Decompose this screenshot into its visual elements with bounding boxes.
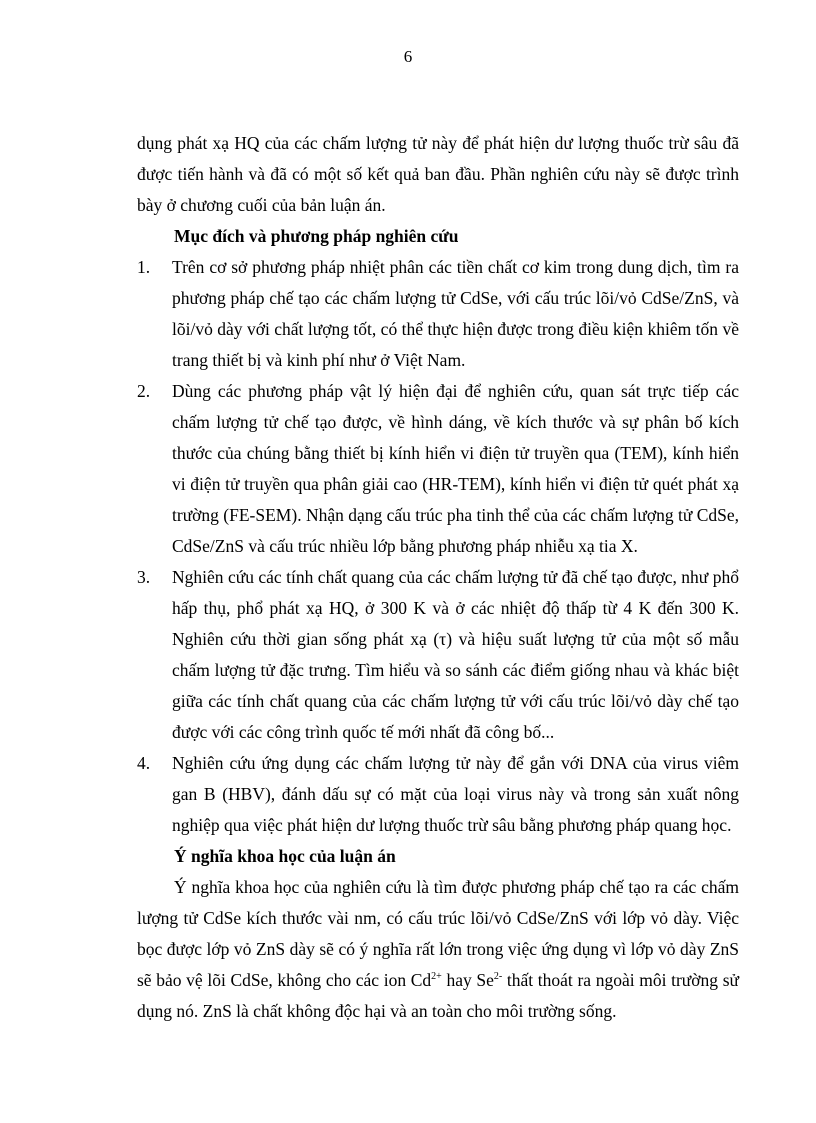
purpose-list <box>137 252 739 841</box>
se-ion-charge: 2- <box>493 971 503 982</box>
list-item <box>137 748 739 841</box>
significance-paragraph <box>137 872 739 1027</box>
list-item-number: 4. <box>137 753 151 773</box>
intro-paragraph: dụng phát xạ HQ của các chấm lượng tử này để phát hiện dư lượng thuốc trừ sâu đã được tiến hành và đã có một số kết quả ban đầu. Phần nghiên cứu này sẽ được trình bày ở chương cuối của bản luận án. <box>137 133 739 215</box>
section-heading-significance: Ý nghĩa khoa học của luận án <box>174 846 396 866</box>
significance-text-part1: Ý nghĩa khoa học của nghiên cứu là tìm được phương pháp chế tạo ra các chấm lượng tử CdSe kích thước vài nm, có cấu trúc lõi/vỏ CdSe/ZnS với lớp vỏ dày. Việc bọc được lớp vỏ ZnS dày sẽ có ý nghĩa rất lớn trong việc ứng dụng vì lớp vỏ dày ZnS sẽ bảo vệ lõi CdSe, không cho các ion Cd <box>137 877 739 990</box>
page-number: 6 <box>403 47 413 66</box>
list-item-text: Nghiên cứu các tính chất quang của các chấm lượng tử đã chế tạo được, như phổ hấp thụ, phổ phát xạ HQ, ở 300 K và ở các nhiệt độ thấp từ 4 K đến 300 K. Nghiên cứu thời gian sống phát xạ (τ) và hiệu suất lượng tử của một số mẫu chấm lượng tử đặc trưng. Tìm hiểu và so sánh các điểm giống nhau và khác biệt giữa các tính chất quang của các chấm lượng tử với cấu trúc lõi/vỏ dày chế tạo được với các công trình quốc tế mới nhất đã công bố... <box>172 567 739 742</box>
cd-ion-charge: 2+ <box>431 971 442 982</box>
list-item-text: Nghiên cứu ứng dụng các chấm lượng tử này để gắn với DNA của virus viêm gan B (HBV), đánh dấu sự có mặt của loại virus này và trong sản xuất nông nghiệp qua việc phát hiện dư lượng thuốc trừ sâu bằng phương pháp quang học. <box>172 753 739 835</box>
list-item-text: Dùng các phương pháp vật lý hiện đại để nghiên cứu, quan sát trực tiếp các chấm lượng tử chế tạo được, về hình dáng, về kích thước và sự phân bố kích thước của chúng bằng thiết bị kính hiển vi điện tử truyền qua (TEM), kính hiển vi điện tử truyền qua phân giải cao (HR-TEM), kính hiển vi điện tử quét phát xạ trường (FE-SEM). Nhận dạng cấu trúc pha tinh thể của các chấm lượng tử CdSe, CdSe/ZnS và cấu trúc nhiều lớp bằng phương pháp nhiễu xạ tia X. <box>172 381 739 556</box>
list-item-text: Trên cơ sở phương pháp nhiệt phân các tiền chất cơ kim trong dung dịch, tìm ra phương pháp chế tạo các chấm lượng tử CdSe, với cấu trúc lõi/vỏ CdSe/ZnS, và lõi/vỏ dày với chất lượng tốt, có thể thực hiện được trong điều kiện khiêm tốn về trang thiết bị và kinh phí như ở Việt Nam. <box>172 257 739 370</box>
list-item <box>137 376 739 562</box>
list-item-number: 3. <box>137 567 151 587</box>
list-item <box>137 252 739 376</box>
significance-text-part3: thất thoát ra ngoài môi trường sử dụng nó. ZnS là chất không độc hại và an toàn cho môi trường sống. <box>137 970 739 1021</box>
section-heading-purpose: Mục đích và phương pháp nghiên cứu <box>174 226 459 246</box>
significance-text-part2: hay Se <box>441 970 494 990</box>
page-content <box>137 128 739 1027</box>
list-item-number: 1. <box>137 257 151 277</box>
list-item <box>137 562 739 748</box>
list-item-number: 2. <box>137 381 151 401</box>
